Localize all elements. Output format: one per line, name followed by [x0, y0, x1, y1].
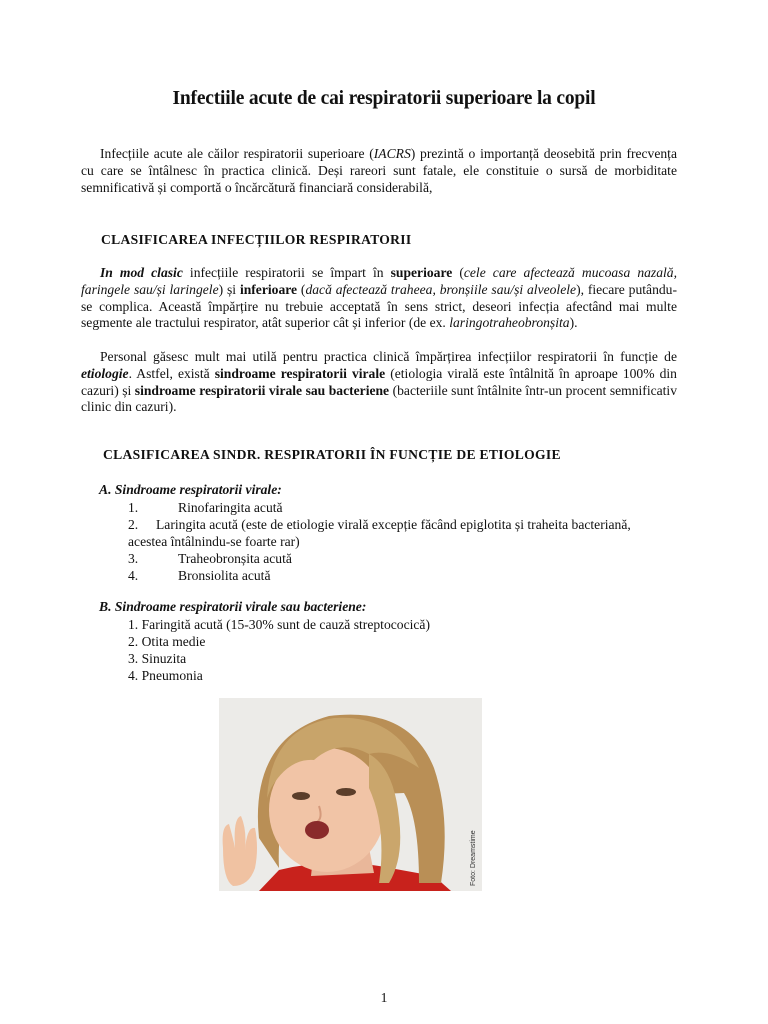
list-item: [128, 633, 668, 650]
term-inferioare: inferioare: [239, 281, 298, 297]
inferioare-definition: dacă afectează traheea, bronșiile sau/și alveolele: [305, 281, 577, 297]
item-text: Rinofaringita acută: [178, 500, 283, 515]
item-text: Laringita acută (este de etiologie virală excepție făcând epiglotita și traheita bacteriană, acestea întâlnindu-se foarte rar): [128, 517, 631, 549]
text-segment: (etiologia virală este întâlnită în aproape 100% din cazuri) și: [81, 365, 677, 398]
list-item: [128, 667, 668, 684]
left-eye-shape: [292, 792, 310, 800]
item-number: 4.: [128, 668, 139, 683]
list-item: [128, 499, 668, 516]
text-segment: ), fiecare putându-se complica. Această împărțire nu trebuie acceptată în sens strict, deseori infecția afectând mai multe segmente ale tractului respirator, atât superior cât și inferior (de ex.: [81, 281, 677, 331]
list-item: [128, 550, 668, 567]
item-number: 2.: [128, 634, 139, 649]
list-item: [128, 650, 668, 667]
example-term: laringotraheobronșita: [449, 315, 570, 331]
text-segment: (bacteriile sunt întâlnite într-un procent semnificativ clinic din cazuri).: [81, 382, 678, 415]
section-heading-etiology: CLASIFICAREA SINDR. RESPIRATORII ÎN FUNCȚIE DE ETIOLOGIE: [103, 447, 561, 462]
mouth-shape: [305, 821, 329, 839]
text-segment: (: [297, 281, 306, 297]
group-a-list: [128, 499, 668, 584]
item-number: 1.: [128, 617, 139, 632]
text-segment: ).: [569, 315, 578, 331]
right-eye-shape: [336, 788, 356, 796]
intro-text-2: ) prezintă o importanță deosebită prin frecvența cu care se întâlnesc în practica clinică. Deși rareori sunt fatale, ele constituie o sursă de morbiditate semnificativă și comportă o încărcătură financiară considerabilă,: [81, 146, 677, 195]
text-segment: . Astfel, există: [128, 365, 215, 381]
section-heading-classification: CLASIFICAREA INFECȚIILOR RESPIRATORII: [101, 232, 412, 247]
item-number: 4.: [128, 568, 139, 583]
coughing-child-photo: [219, 698, 482, 891]
phrase-in-mod-clasic: In mod clasic: [100, 265, 183, 280]
group-a-title: A. Sindroame respiratorii virale:: [99, 482, 282, 497]
photo-credit: Foto: Dreamstime: [470, 830, 477, 886]
item-number: 3.: [128, 651, 139, 666]
item-text: Faringită acută (15-30% sunt de cauză streptococică): [141, 617, 430, 632]
intro-paragraph: [81, 146, 677, 196]
text-segment: infecțiile respiratorii se împart în: [182, 265, 391, 280]
term-etiologie: etiologie: [81, 365, 129, 381]
group-b-title: B. Sindroame respiratorii virale sau bacteriene:: [99, 599, 367, 614]
intro-text-1: Infecțiile acute ale căilor respiratorii superioare (: [100, 146, 374, 161]
page-number: 1: [380, 990, 388, 1005]
list-item: [128, 616, 668, 633]
item-text: Traheobronșita acută: [178, 551, 292, 566]
text-segment: ) și: [218, 281, 240, 297]
classification-paragraph-1: [81, 265, 677, 332]
item-number: 3.: [128, 551, 139, 566]
item-number: 2.: [128, 517, 139, 532]
item-text: Pneumonia: [141, 668, 203, 683]
item-number: 1.: [128, 500, 139, 515]
superioare-definition: cele care afectează mucoasa nazală, faringele sau/și laringele: [81, 265, 677, 297]
item-text: Bronsiolita acută: [178, 568, 271, 583]
text-segment: Personal găsesc mult mai utilă pentru practica clinică împărțirea infecțiilor respiratorii în funcție de: [100, 349, 677, 364]
list-item: [128, 516, 668, 550]
item-text: Otita medie: [141, 634, 206, 649]
list-item: [128, 567, 668, 584]
term-sindroame-virale-bacteriene: sindroame respiratorii virale sau bacteriene: [134, 382, 390, 398]
document-title: Infectiile acute de cai respiratorii superioare la copil: [172, 88, 596, 109]
group-b-list: [128, 616, 668, 684]
intro-abbreviation: IACRS: [373, 146, 411, 161]
classification-paragraph-2: [81, 349, 677, 416]
text-segment: (: [452, 265, 464, 280]
child-illustration: [219, 698, 482, 891]
term-superioare: superioare: [390, 265, 453, 280]
term-sindroame-virale: sindroame respiratorii virale: [214, 365, 386, 381]
item-text: Sinuzita: [141, 651, 187, 666]
